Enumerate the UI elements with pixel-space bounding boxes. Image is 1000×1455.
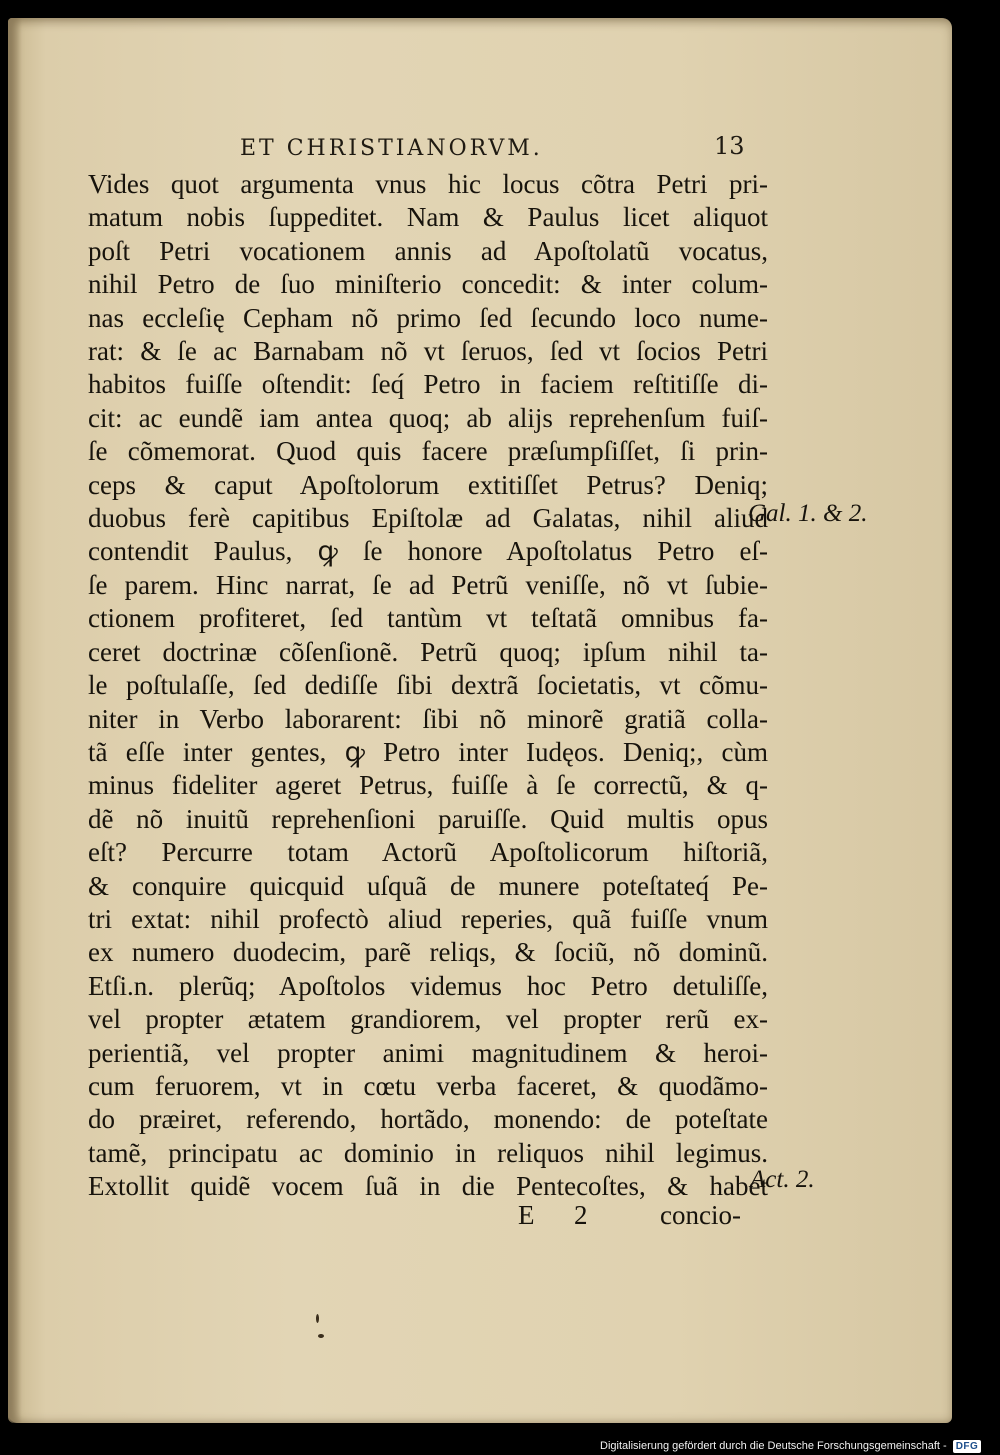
text-line: nas eccleſię Cepham nõ primo ſed ſecundo loco nume- (88, 302, 768, 333)
catchword: concio- (660, 1200, 741, 1230)
dfg-logo-icon: DFG (953, 1440, 982, 1453)
text-line: rat: & ſe ac Barnabam nõ vt ſeruos, ſed vt ſocios Petri (88, 336, 768, 367)
page-number: 13 (714, 132, 745, 160)
text-line: ſe parem. Hinc narrat, ſe ad Petrũ veniſſe, nõ vt ſubie- (88, 569, 768, 600)
signature-number: 2 (574, 1200, 588, 1230)
text-line: ceps & caput Apoſtolorum extitiſſet Petrus? Deniq; (88, 469, 768, 500)
text-line: tri extat: nihil profectò aliud reperies, quã fuiſſe vnum (88, 903, 768, 934)
text-line: ctionem profiteret, ſed tantùm vt teſtatã omnibus fa- (88, 603, 768, 634)
text-line: Etſi.n. plerũq; Apoſtolos videmus hoc Petro detuliſſe, (88, 970, 768, 1001)
text-line: ſe cõmemorat. Quod quis facere præſumpſiſſet, ſi prin- (88, 436, 768, 467)
ink-speck (316, 1314, 319, 1323)
text-line: le poſtulaſſe, ſed dediſſe ſibi dextrã ſocietatis, vt cõmu- (88, 670, 768, 701)
text-line: habitos fuiſſe oſtendit: ſeq́ Petro in faciem reſtitiſſe di- (88, 369, 768, 400)
text-line: perientiã, vel propter animi magnitudinem & heroi- (88, 1037, 768, 1068)
margin-note-acts: Act. 2. (750, 1166, 815, 1193)
text-line: do præiret, referendo, hortãdo, monendo: de poteſtate (88, 1104, 768, 1135)
text-line: cit: ac eundẽ iam antea quoq; ab alijs reprehenſum fuiſ- (88, 402, 768, 433)
signature-mark (518, 1200, 588, 1231)
text-line: vel propter ætatem grandiorem, vel propter rerũ ex- (88, 1004, 768, 1035)
ink-speck (318, 1334, 324, 1338)
page-gutter-shadow (8, 18, 22, 1423)
text-line: duobus ferè capitibus Epiſtolæ ad Galatas, nihil aliud (88, 503, 768, 534)
text-line: contendit Paulus, ꝙ ſe honore Apoſtolatus Petro eſ- (88, 536, 768, 567)
text-line: dẽ nõ inuitũ reprehenſioni paruiſſe. Quid multis opus (88, 803, 768, 834)
text-line: nihil Petro de ſuo miniſterio concedit: & inter colum- (88, 269, 768, 300)
text-line: minus fideliter ageret Petrus, fuiſſe à ſe correctũ, & q- (88, 770, 768, 801)
running-head: ET CHRISTIANORVM. (240, 136, 543, 161)
text-line: cum feruorem, vt in cœtu verba faceret, & quodãmo- (88, 1070, 768, 1101)
text-line: Vides quot argumenta vnus hic locus cõtra Petri pri- (88, 169, 768, 199)
text-line: Extollit quidẽ vocem ſuã in die Pentecoſtes, & habet (88, 1171, 768, 1202)
digitization-credit (600, 1437, 981, 1455)
text-line: ex numero duodecim, parẽ reliqs, & ſociũ, nõ dominũ. (88, 937, 768, 968)
text-line: eſt? Percurre totam Actorũ Apoſtolicorum hiſtoriã, (88, 837, 768, 868)
text-line: niter in Verbo laborarent: ſibi nõ minorẽ gratiã colla- (88, 703, 768, 734)
text-line: ceret doctrinæ cõſenſionẽ. Petrũ quoq; ipſum nihil ta- (88, 636, 768, 667)
text-line: tamẽ, principatu ac dominio in reliquos nihil legimus. (88, 1137, 768, 1168)
margin-note-galatians: Gal. 1. & 2. (748, 500, 868, 527)
credit-text: Digitalisierung gefördert durch die Deutsche Forschungsgemeinschaft - (600, 1440, 947, 1452)
text-line: tã eſſe inter gentes, ꝙ Petro inter Iudęos. Deniq;, cùm (88, 736, 768, 767)
text-line: & conquire quicquid uſquã de munere poteſtateq́ Pe- (88, 870, 768, 901)
text-line: poſt Petri vocationem annis ad Apoſtolatũ vocatus, (88, 235, 768, 266)
body-text (88, 168, 768, 1204)
signature-letter: E (518, 1200, 535, 1230)
text-line: matum nobis ſuppeditet. Nam & Paulus licet aliquot (88, 202, 768, 233)
